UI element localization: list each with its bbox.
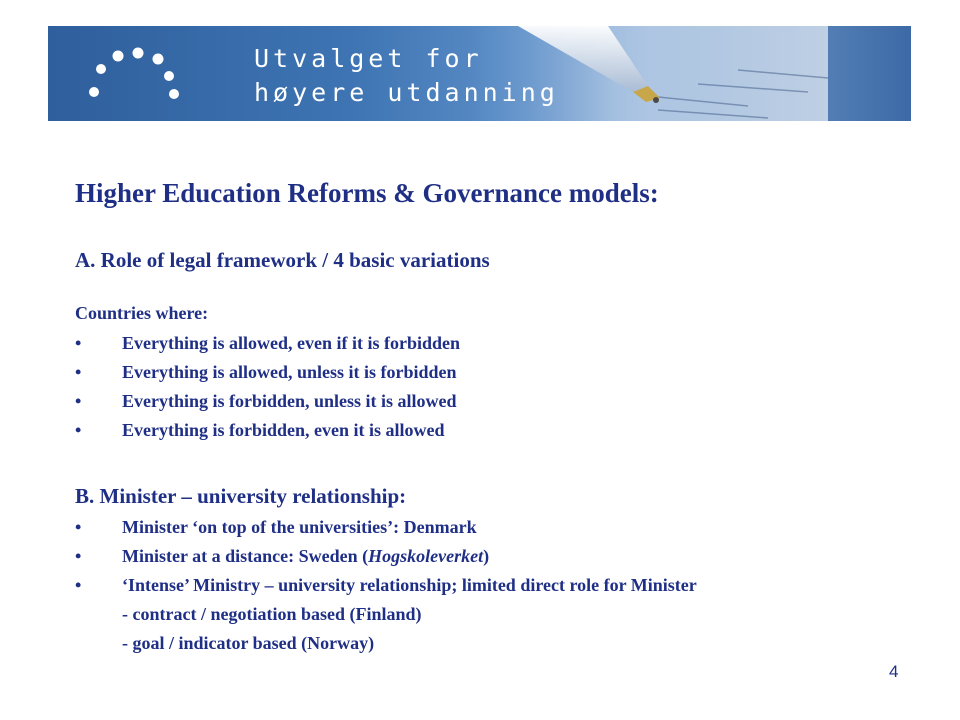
bullet-icon: • xyxy=(75,517,82,537)
bullet-icon: • xyxy=(75,333,82,353)
banner-title-line2: høyere utdanning xyxy=(254,78,559,107)
bullet-icon: • xyxy=(75,391,82,411)
sub-list-item: - goal / indicator based (Norway) xyxy=(122,633,375,653)
section-b-heading: B. Minister – university relationship: xyxy=(75,484,407,508)
dots-logo-icon xyxy=(48,26,248,121)
section-a-intro: Countries where: xyxy=(75,303,209,323)
bullet-icon: • xyxy=(75,575,82,595)
slide-title: Higher Education Reforms & Governance models: xyxy=(75,178,659,208)
page-number: 4 xyxy=(889,662,899,681)
header-banner xyxy=(48,26,911,121)
section-a-heading: A. Role of legal framework / 4 basic variations xyxy=(75,248,490,272)
bullet-icon: • xyxy=(75,546,82,566)
bullet-icon: • xyxy=(75,420,82,440)
banner-title-line1: Utvalget for xyxy=(254,44,483,73)
sub-list-item: - contract / negotiation based (Finland) xyxy=(122,604,422,624)
bullet-icon: • xyxy=(75,362,82,382)
